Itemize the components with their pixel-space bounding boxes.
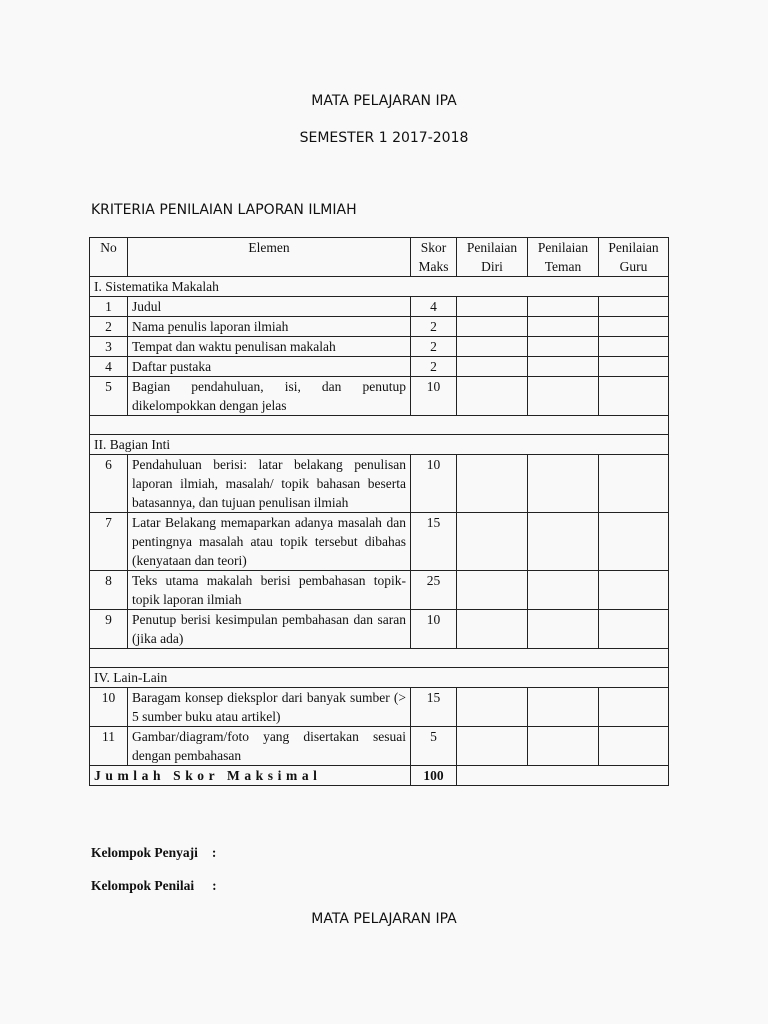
row-max-score: 2 [411,317,457,337]
header-diri-line1: Penilaian [466,240,518,255]
row-max-score: 2 [411,357,457,377]
table-row [90,571,669,610]
row-number: 5 [90,377,128,416]
header-elemen: Elemen [128,238,411,277]
row-max-score: 4 [411,297,457,317]
self-score-cell [457,317,528,337]
table-row [90,688,669,727]
row-max-score: 15 [411,513,457,571]
teacher-score-cell [599,688,669,727]
presenter-group-line [91,845,216,861]
row-max-score: 10 [411,455,457,513]
peer-score-cell [528,513,599,571]
row-number: 7 [90,513,128,571]
header-penilaian-teman [528,238,599,277]
self-score-cell [457,610,528,649]
row-element: Latar Belakang memaparkan adanya masalah dan pentingnya masalah atau topik tersebut dibahas (kenyataan dan teori) [128,513,411,571]
row-element: Pendahuluan berisi: latar belakang penulisan laporan ilmiah, masalah/ topik bahasan beserta batasannya, dan tujuan penulisan ilmiah [128,455,411,513]
self-score-cell [457,513,528,571]
header-teman-line1: Penilaian [537,240,589,255]
header-skor-line2: Maks [418,259,449,274]
teacher-score-cell [599,455,669,513]
evaluator-group-label: Kelompok Penilai [91,878,195,893]
header-diri-line2: Diri [481,259,503,274]
section-row [90,435,669,455]
header-penilaian-guru [599,238,669,277]
row-element: Daftar pustaka [128,357,411,377]
table-row [90,297,669,317]
row-element: Tempat dan waktu penulisan makalah [128,337,411,357]
total-value: 100 [411,766,457,786]
header-penilaian-diri [457,238,528,277]
row-number: 8 [90,571,128,610]
header-guru-line2: Guru [619,259,648,274]
self-score-cell [457,727,528,766]
section-row [90,277,669,297]
peer-score-cell [528,688,599,727]
spacer-cell [90,649,669,668]
header-guru-line1: Penilaian [608,240,659,255]
row-max-score: 10 [411,377,457,416]
peer-score-cell [528,337,599,357]
teacher-score-cell [599,357,669,377]
evaluator-group-line [91,878,217,894]
self-score-cell [457,337,528,357]
row-number: 9 [90,610,128,649]
table-row [90,357,669,377]
row-max-score: 25 [411,571,457,610]
row-element: Teks utama makalah berisi pembahasan topik-topik laporan ilmiah [128,571,411,610]
table-row [90,317,669,337]
spacer-cell [90,416,669,435]
peer-score-cell [528,610,599,649]
row-max-score: 15 [411,688,457,727]
teacher-score-cell [599,571,669,610]
section-title: II. Bagian Inti [90,435,669,455]
teacher-score-cell [599,317,669,337]
self-score-cell [457,377,528,416]
table-row [90,610,669,649]
table-row [90,337,669,357]
peer-score-cell [528,571,599,610]
row-element: Baragam konsep dieksplor dari banyak sumber (> 5 sumber buku atau artikel) [128,688,411,727]
teacher-score-cell [599,297,669,317]
teacher-score-cell [599,727,669,766]
subject-title: MATA PELAJARAN IPA [311,93,457,109]
spacer-row [90,649,669,668]
total-row [90,766,669,786]
section-row [90,668,669,688]
total-label: Jumlah Skor Maksimal [90,766,411,786]
row-number: 2 [90,317,128,337]
spacer-row [90,416,669,435]
peer-score-cell [528,727,599,766]
row-number: 10 [90,688,128,727]
row-max-score: 2 [411,337,457,357]
total-empty-cell [457,766,669,786]
section-title: I. Sistematika Makalah [90,277,669,297]
row-element: Gambar/diagram/foto yang disertakan sesuai dengan pembahasan [128,727,411,766]
teacher-score-cell [599,337,669,357]
rubric-table [89,237,669,786]
presenter-group-colon: : [211,845,217,860]
teacher-score-cell [599,610,669,649]
semester-title: SEMESTER 1 2017-2018 [299,130,469,146]
row-number: 3 [90,337,128,357]
header-skor-line1: Skor [420,240,447,255]
table-row [90,513,669,571]
row-element: Nama penulis laporan ilmiah [128,317,411,337]
row-number: 6 [90,455,128,513]
teacher-score-cell [599,377,669,416]
self-score-cell [457,571,528,610]
self-score-cell [457,297,528,317]
table-row [90,727,669,766]
peer-score-cell [528,377,599,416]
row-number: 11 [90,727,128,766]
criteria-title: KRITERIA PENILAIAN LAPORAN ILMIAH [91,202,357,218]
row-number: 4 [90,357,128,377]
peer-score-cell [528,317,599,337]
repeat-subject-title: MATA PELAJARAN IPA [311,911,457,927]
section-title: IV. Lain-Lain [90,668,669,688]
header-no: No [90,238,128,277]
table-row [90,377,669,416]
row-element: Judul [128,297,411,317]
row-max-score: 10 [411,610,457,649]
row-element: Penutup berisi kesimpulan pembahasan dan saran (jika ada) [128,610,411,649]
table-row [90,455,669,513]
table-header-row [90,238,669,277]
header-teman-line2: Teman [544,259,582,274]
self-score-cell [457,688,528,727]
peer-score-cell [528,297,599,317]
header-skor [411,238,457,277]
self-score-cell [457,357,528,377]
evaluator-group-colon: : [212,878,217,893]
teacher-score-cell [599,513,669,571]
self-score-cell [457,455,528,513]
row-number: 1 [90,297,128,317]
presenter-group-label: Kelompok Penyaji [91,845,198,860]
peer-score-cell [528,455,599,513]
row-max-score: 5 [411,727,457,766]
row-element: Bagian pendahuluan, isi, dan penutup dikelompokkan dengan jelas [128,377,411,416]
peer-score-cell [528,357,599,377]
